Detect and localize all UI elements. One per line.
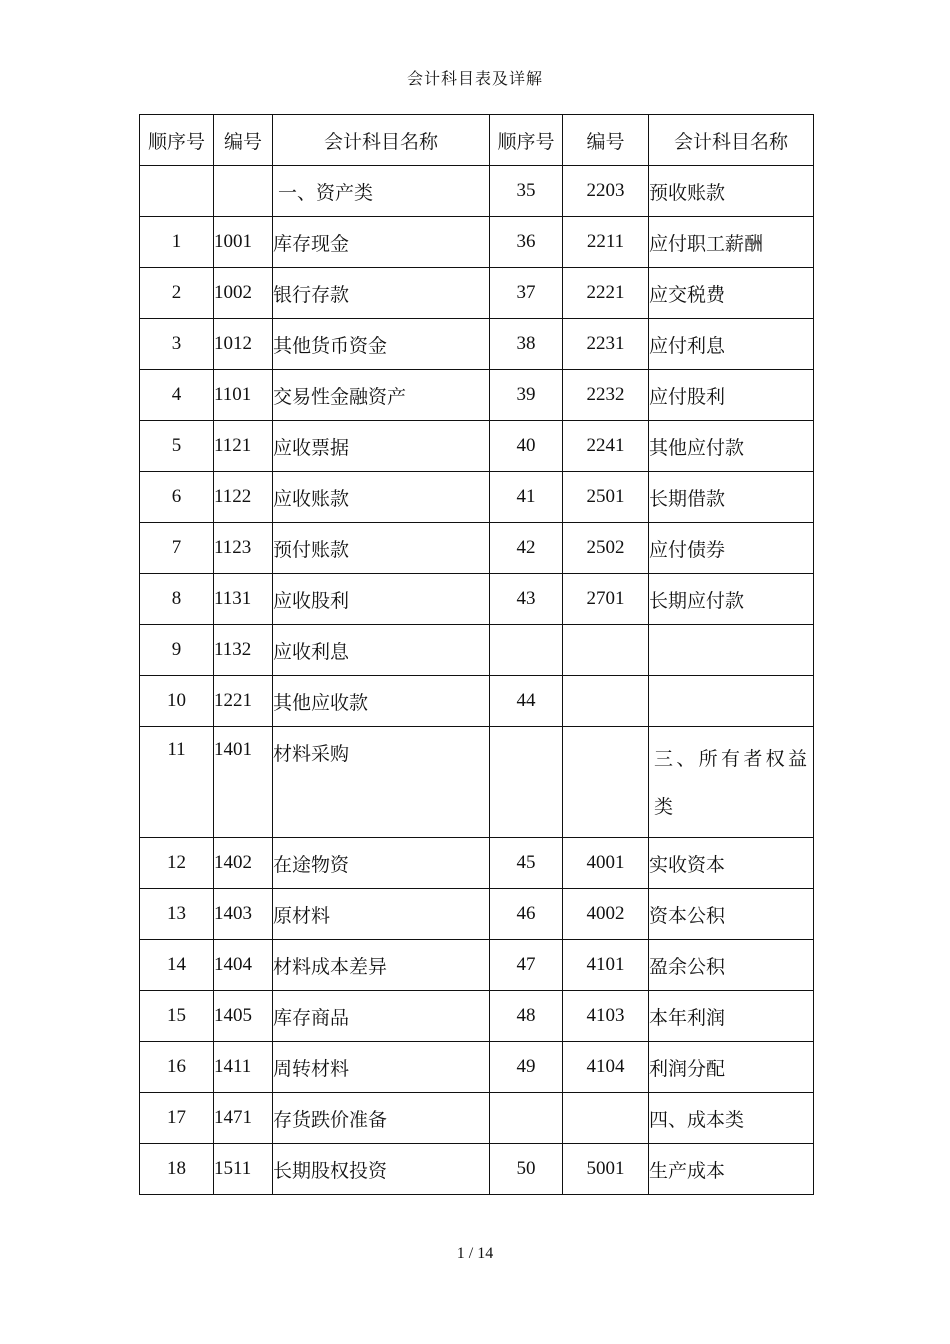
code-cell: 4103 bbox=[563, 991, 649, 1042]
account-name-cell: 本年利润 bbox=[649, 991, 814, 1042]
seq-cell: 44 bbox=[490, 676, 563, 727]
account-name-cell: 存货跌价准备 bbox=[273, 1093, 490, 1144]
seq-cell: 13 bbox=[140, 889, 214, 940]
seq-cell: 40 bbox=[490, 421, 563, 472]
account-name-cell: 库存商品 bbox=[273, 991, 490, 1042]
code-cell: 4101 bbox=[563, 940, 649, 991]
code-cell: 1403 bbox=[214, 889, 273, 940]
seq-cell: 43 bbox=[490, 574, 563, 625]
column-header: 会计科目名称 bbox=[273, 115, 490, 166]
seq-cell: 50 bbox=[490, 1144, 563, 1195]
account-name-cell: 材料成本差异 bbox=[273, 940, 490, 991]
column-header: 编号 bbox=[563, 115, 649, 166]
seq-cell: 2 bbox=[140, 268, 214, 319]
table-row bbox=[140, 574, 814, 625]
account-name-cell: 其他应收款 bbox=[273, 676, 490, 727]
account-name-cell: 应交税费 bbox=[649, 268, 814, 319]
account-name-cell: 应收账款 bbox=[273, 472, 490, 523]
account-name-cell: 周转材料 bbox=[273, 1042, 490, 1093]
account-name-cell: 应收利息 bbox=[273, 625, 490, 676]
code-cell: 1002 bbox=[214, 268, 273, 319]
seq-cell bbox=[490, 1093, 563, 1144]
table-row bbox=[140, 676, 814, 727]
account-name-cell: 利润分配 bbox=[649, 1042, 814, 1093]
code-cell: 1405 bbox=[214, 991, 273, 1042]
account-name-cell: 预付账款 bbox=[273, 523, 490, 574]
table-row bbox=[140, 838, 814, 889]
account-name-cell: 一、资产类 bbox=[273, 166, 490, 217]
account-name-cell bbox=[649, 676, 814, 727]
account-name-cell: 原材料 bbox=[273, 889, 490, 940]
table-row bbox=[140, 1042, 814, 1093]
column-header: 编号 bbox=[214, 115, 273, 166]
seq-cell: 47 bbox=[490, 940, 563, 991]
seq-cell: 1 bbox=[140, 217, 214, 268]
code-cell: 1404 bbox=[214, 940, 273, 991]
seq-cell bbox=[490, 625, 563, 676]
column-header: 会计科目名称 bbox=[649, 115, 814, 166]
account-name-cell: 交易性金融资产 bbox=[273, 370, 490, 421]
table-row bbox=[140, 217, 814, 268]
seq-cell: 35 bbox=[490, 166, 563, 217]
seq-cell: 17 bbox=[140, 1093, 214, 1144]
seq-cell: 37 bbox=[490, 268, 563, 319]
code-cell: 1123 bbox=[214, 523, 273, 574]
code-cell: 2241 bbox=[563, 421, 649, 472]
page-title: 会计科目表及详解 bbox=[406, 69, 543, 88]
code-cell: 1401 bbox=[214, 727, 273, 838]
code-cell: 5001 bbox=[563, 1144, 649, 1195]
seq-cell: 49 bbox=[490, 1042, 563, 1093]
table-row bbox=[140, 940, 814, 991]
account-name-cell: 长期借款 bbox=[649, 472, 814, 523]
code-cell: 2231 bbox=[563, 319, 649, 370]
code-cell: 1132 bbox=[214, 625, 273, 676]
account-name-cell: 盈余公积 bbox=[649, 940, 814, 991]
table-row bbox=[140, 1144, 814, 1195]
account-name-cell: 长期应付款 bbox=[649, 574, 814, 625]
code-cell: 1411 bbox=[214, 1042, 273, 1093]
page-number: 1 / 14 bbox=[456, 1245, 494, 1262]
seq-cell: 48 bbox=[490, 991, 563, 1042]
account-name-cell: 应付职工薪酬 bbox=[649, 217, 814, 268]
account-name-cell: 生产成本 bbox=[649, 1144, 814, 1195]
code-cell: 1101 bbox=[214, 370, 273, 421]
code-cell: 1001 bbox=[214, 217, 273, 268]
code-cell: 4001 bbox=[563, 838, 649, 889]
column-header: 顺序号 bbox=[490, 115, 563, 166]
code-cell: 1221 bbox=[214, 676, 273, 727]
code-cell: 2502 bbox=[563, 523, 649, 574]
seq-cell: 16 bbox=[140, 1042, 214, 1093]
table-row bbox=[140, 523, 814, 574]
code-cell: 2203 bbox=[563, 166, 649, 217]
code-cell: 1121 bbox=[214, 421, 273, 472]
account-name-cell: 应付利息 bbox=[649, 319, 814, 370]
seq-cell bbox=[140, 166, 214, 217]
code-cell: 2501 bbox=[563, 472, 649, 523]
code-cell bbox=[563, 1093, 649, 1144]
seq-cell: 11 bbox=[140, 727, 214, 838]
accounts-table bbox=[139, 114, 814, 1195]
account-name-cell: 实收资本 bbox=[649, 838, 814, 889]
table-row bbox=[140, 370, 814, 421]
code-cell bbox=[563, 727, 649, 838]
seq-cell: 10 bbox=[140, 676, 214, 727]
account-name-cell: 资本公积 bbox=[649, 889, 814, 940]
code-cell: 1131 bbox=[214, 574, 273, 625]
seq-cell: 15 bbox=[140, 991, 214, 1042]
seq-cell: 12 bbox=[140, 838, 214, 889]
table-row bbox=[140, 421, 814, 472]
seq-cell: 4 bbox=[140, 370, 214, 421]
account-name-cell: 应收票据 bbox=[273, 421, 490, 472]
table-row bbox=[140, 319, 814, 370]
account-name-cell: 库存现金 bbox=[273, 217, 490, 268]
table-row bbox=[140, 625, 814, 676]
seq-cell: 46 bbox=[490, 889, 563, 940]
seq-cell: 8 bbox=[140, 574, 214, 625]
code-cell: 1122 bbox=[214, 472, 273, 523]
account-name-cell bbox=[649, 625, 814, 676]
seq-cell bbox=[490, 727, 563, 838]
account-name-cell: 材料采购 bbox=[273, 727, 490, 838]
account-name-cell: 应收股利 bbox=[273, 574, 490, 625]
account-name-cell: 预收账款 bbox=[649, 166, 814, 217]
account-name-cell: 银行存款 bbox=[273, 268, 490, 319]
seq-cell: 42 bbox=[490, 523, 563, 574]
account-name-cell: 三、所有者权益类 bbox=[649, 727, 814, 838]
code-cell: 1402 bbox=[214, 838, 273, 889]
account-name-cell: 长期股权投资 bbox=[273, 1144, 490, 1195]
seq-cell: 36 bbox=[490, 217, 563, 268]
account-name-cell: 应付股利 bbox=[649, 370, 814, 421]
column-header: 顺序号 bbox=[140, 115, 214, 166]
seq-cell: 7 bbox=[140, 523, 214, 574]
seq-cell: 14 bbox=[140, 940, 214, 991]
account-name-cell: 应付债券 bbox=[649, 523, 814, 574]
seq-cell: 9 bbox=[140, 625, 214, 676]
seq-cell: 3 bbox=[140, 319, 214, 370]
code-cell: 4104 bbox=[563, 1042, 649, 1093]
table-row bbox=[140, 268, 814, 319]
table-row bbox=[140, 991, 814, 1042]
table-row bbox=[140, 1093, 814, 1144]
seq-cell: 18 bbox=[140, 1144, 214, 1195]
seq-cell: 39 bbox=[490, 370, 563, 421]
seq-cell: 38 bbox=[490, 319, 563, 370]
table-row bbox=[140, 727, 814, 838]
table-header-row bbox=[140, 115, 814, 166]
account-name-cell: 在途物资 bbox=[273, 838, 490, 889]
table-row bbox=[140, 889, 814, 940]
code-cell: 4002 bbox=[563, 889, 649, 940]
seq-cell: 45 bbox=[490, 838, 563, 889]
seq-cell: 5 bbox=[140, 421, 214, 472]
code-cell: 2701 bbox=[563, 574, 649, 625]
account-name-cell: 其他应付款 bbox=[649, 421, 814, 472]
table-row bbox=[140, 472, 814, 523]
seq-cell: 6 bbox=[140, 472, 214, 523]
code-cell: 1012 bbox=[214, 319, 273, 370]
code-cell: 2232 bbox=[563, 370, 649, 421]
code-cell: 2221 bbox=[563, 268, 649, 319]
code-cell: 1471 bbox=[214, 1093, 273, 1144]
account-name-cell: 四、成本类 bbox=[649, 1093, 814, 1144]
table-row bbox=[140, 166, 814, 217]
code-cell bbox=[563, 625, 649, 676]
code-cell: 2211 bbox=[563, 217, 649, 268]
account-name-cell: 其他货币资金 bbox=[273, 319, 490, 370]
seq-cell: 41 bbox=[490, 472, 563, 523]
code-cell bbox=[563, 676, 649, 727]
code-cell bbox=[214, 166, 273, 217]
code-cell: 1511 bbox=[214, 1144, 273, 1195]
